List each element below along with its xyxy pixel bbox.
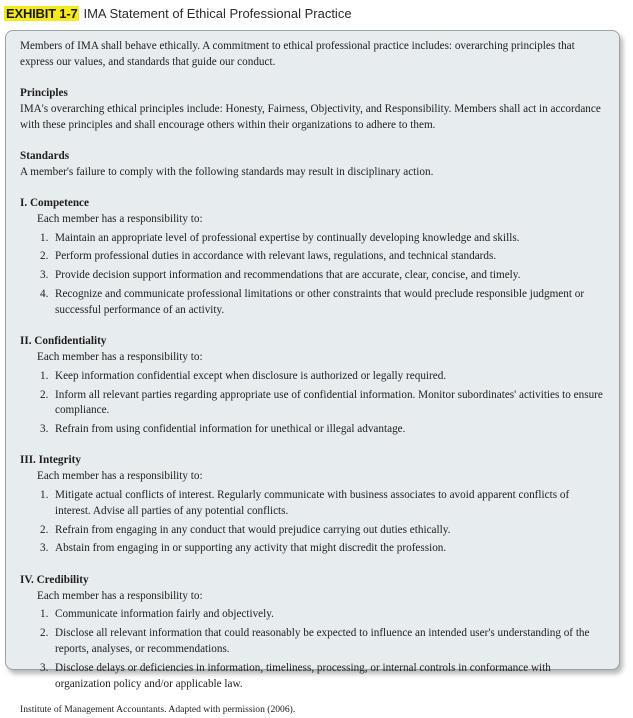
section-intro: Each member has a responsibility to: [37, 350, 203, 363]
item-number: 2. [40, 627, 49, 640]
item-number: 3. [40, 269, 49, 282]
intro-paragraph: Members of IMA shall behave ethically. A commitment to ethical professional practice includes: overarching principles that express our values, and standards that guide our conduct. [20, 40, 575, 68]
list-item [20, 249, 605, 265]
standard-list [20, 488, 605, 557]
list-item [20, 523, 605, 539]
item-text: Perform professional duties in accordance with relevant laws, regulations, and technical standards. [55, 250, 497, 263]
item-number: 4. [40, 288, 49, 301]
item-text: Inform all relevant parties regarding appropriate use of confidential information. Monitor subordinates' activities to ensure compliance. [55, 388, 603, 417]
section-intro: Each member has a responsibility to: [37, 212, 203, 225]
item-text: Abstain from engaging in or supporting any activity that might discredit the profession. [55, 542, 447, 555]
exhibit-label: EXHIBIT 1-7 [6, 5, 78, 21]
standards-section [20, 149, 605, 181]
principles-text: IMA's overarching ethical principles include: Honesty, Fairness, Objectivity, and Responsibility. Members shall act in accordance with these principles and shall encourage others within their organizations to adhere to them. [20, 102, 601, 131]
standard-section-integrity [20, 453, 605, 557]
item-text: Recognize and communicate professional limitations or other constraints that would preclude responsible judgment or successful performance of an activity. [55, 288, 585, 316]
item-text: Refrain from engaging in any conduct that would prejudice carrying out duties ethically. [55, 523, 451, 536]
list-item [20, 607, 605, 623]
item-number: 2. [40, 250, 49, 263]
standard-section-credibility [20, 573, 605, 693]
item-text: Disclose all relevant information that could reasonably be expected to influence an intended user's understanding of the reports, analyses, or recommendations. [55, 627, 590, 655]
list-item [20, 626, 605, 658]
item-text: Disclose delays or deficiencies in information, timeliness, processing, or internal controls in conformance with organization policy and/or applicable law. [55, 661, 551, 690]
item-text: Maintain an appropriate level of professional expertise by continually developing knowledge and skills. [55, 231, 520, 244]
section-title: IV. Credibility [20, 573, 89, 586]
item-number: 2. [40, 523, 49, 536]
standard-section-competence [20, 196, 605, 319]
standard-list [20, 607, 605, 692]
item-text: Refrain from using confidential information for unethical or illegal advantage. [55, 423, 406, 436]
standards-heading: Standards [20, 149, 70, 162]
list-item [20, 541, 605, 557]
section-intro: Each member has a responsibility to: [37, 470, 203, 483]
principles-heading: Principles [20, 87, 68, 100]
item-text: Communicate information fairly and objectively. [55, 608, 274, 621]
standards-text: A member's failure to comply with the following standards may result in disciplinary action. [20, 165, 434, 178]
list-item [20, 231, 605, 247]
section-title: I. Competence [20, 197, 89, 210]
list-item [20, 268, 605, 284]
principles-section [20, 86, 605, 133]
exhibit-title: IMA Statement of Ethical Professional Practice [83, 5, 352, 21]
section-title: II. Confidentiality [20, 335, 107, 348]
item-number: 1. [40, 489, 49, 502]
list-item [20, 388, 605, 420]
list-item [20, 422, 605, 438]
item-number: 1. [40, 231, 49, 244]
item-number: 3. [40, 423, 49, 436]
item-number: 3. [40, 542, 49, 555]
item-text: Keep information confidential except when disclosure is authorized or legally required. [55, 369, 447, 382]
statement-panel [5, 30, 620, 716]
item-text: Provide decision support information and recommendations that are accurate, clear, concise, and timely. [55, 269, 521, 282]
exhibit-header [4, 4, 352, 22]
section-intro: Each member has a responsibility to: [37, 589, 203, 602]
standard-section-confidentiality [20, 334, 605, 438]
standard-list [20, 369, 605, 438]
item-number: 1. [40, 369, 49, 382]
standard-list [20, 231, 605, 319]
list-item [20, 488, 605, 520]
item-number: 3. [40, 661, 49, 674]
list-item [20, 661, 605, 693]
list-item [20, 369, 605, 385]
item-text: Mitigate actual conflicts of interest. Regularly communicate with business associates to avoid apparent conflicts of interest. Advise all parties of any potential conflicts. [55, 489, 570, 517]
item-number: 1. [40, 608, 49, 621]
list-item [20, 287, 605, 319]
item-number: 2. [40, 388, 49, 401]
source-credit: Institute of Management Accountants. Adapted with permission (2006). [20, 704, 296, 716]
section-title: III. Integrity [20, 454, 81, 467]
